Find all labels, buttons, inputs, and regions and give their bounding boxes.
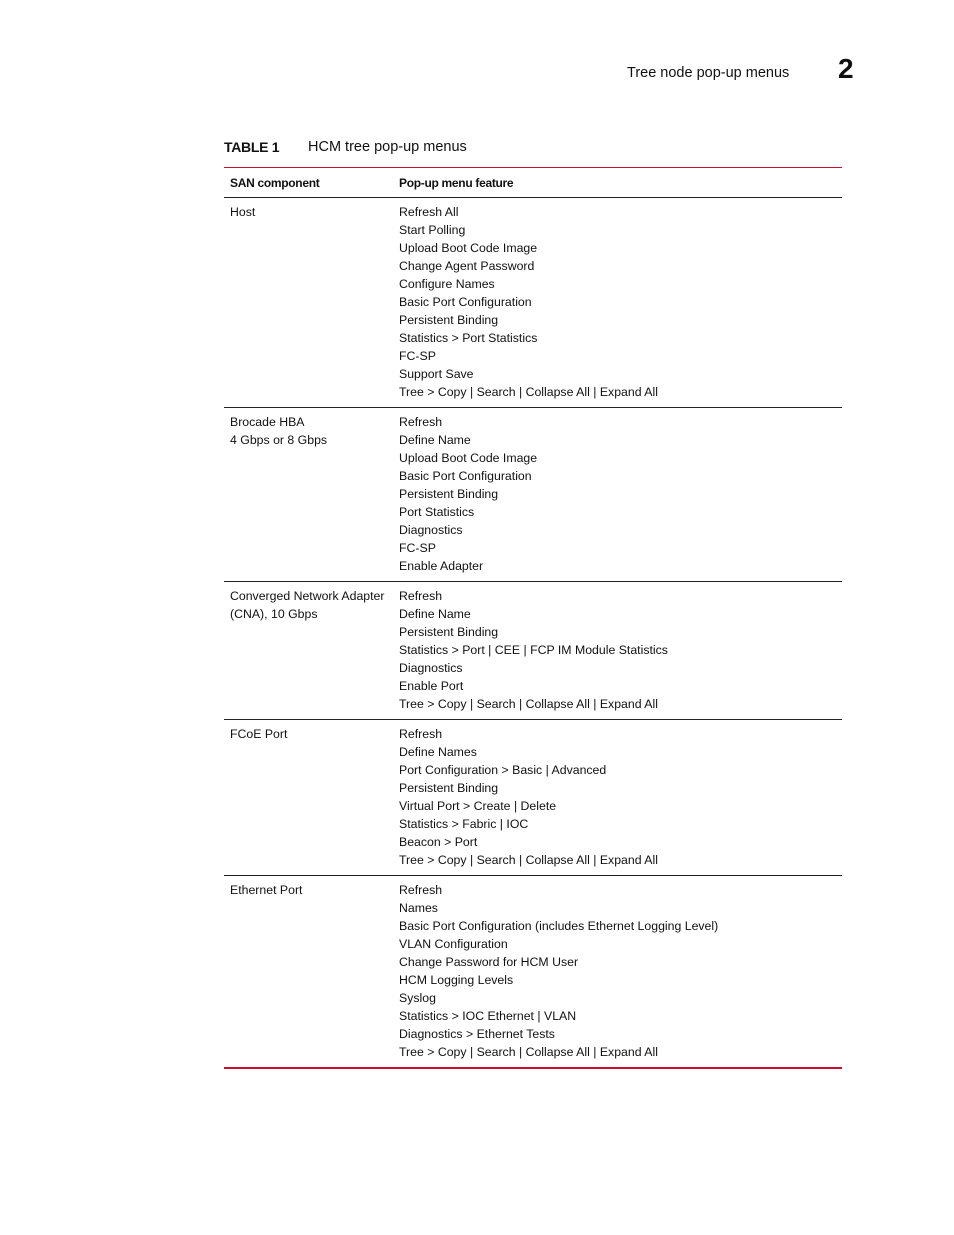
chapter-number: 2 (838, 53, 854, 84)
popup-menu-feature: Tree > Copy | Search | Collapse All | Expand All (399, 853, 658, 867)
san-component-line: Host (230, 205, 256, 219)
popup-menu-feature: Persistent Binding (399, 625, 499, 639)
table-row (224, 582, 842, 720)
popup-menu-feature: Refresh (399, 589, 443, 603)
popup-menu-feature: Refresh (399, 415, 443, 429)
popup-menu-feature: Persistent Binding (399, 313, 499, 327)
popup-menu-feature: Statistics > Fabric | IOC (399, 817, 529, 831)
popup-menu-feature: FC-SP (399, 541, 436, 555)
popup-menu-feature: Port Statistics (399, 505, 475, 519)
popup-menu-feature: Basic Port Configuration (399, 295, 532, 309)
popup-menu-feature: Persistent Binding (399, 781, 499, 795)
san-component-line: FCoE Port (230, 727, 288, 741)
popup-menu-feature: Basic Port Configuration (399, 469, 532, 483)
popup-menu-feature: Upload Boot Code Image (399, 241, 538, 255)
popup-menu-feature: Define Names (399, 745, 477, 759)
table-bottom-rule (224, 1067, 842, 1069)
popup-menu-feature: Port Configuration > Basic | Advanced (399, 763, 607, 777)
table-header-row (224, 168, 842, 198)
running-header-title: Tree node pop-up menus (627, 65, 790, 81)
popup-menu-feature: Enable Port (399, 679, 464, 693)
table-row (224, 408, 842, 582)
popup-menu-feature: Upload Boot Code Image (399, 451, 538, 465)
popup-menu-feature: Beacon > Port (399, 835, 478, 849)
table-caption-label: TABLE 1 (224, 139, 280, 155)
table-caption-title: HCM tree pop-up menus (308, 139, 467, 155)
san-component-line: 4 Gbps or 8 Gbps (230, 433, 328, 447)
popup-feature-cell (392, 725, 842, 869)
popup-menu-feature: Enable Adapter (399, 559, 484, 573)
san-component-cell (224, 203, 392, 401)
san-component-line: Ethernet Port (230, 883, 303, 897)
popup-menu-feature: Change Agent Password (399, 259, 535, 273)
popup-menu-feature: Names (399, 901, 438, 915)
popup-menu-feature: Tree > Copy | Search | Collapse All | Expand All (399, 385, 658, 399)
column-header-popup-feature: Pop-up menu feature (399, 175, 514, 190)
popup-menu-feature: Statistics > IOC Ethernet | VLAN (399, 1009, 577, 1023)
popup-menu-feature: Define Name (399, 433, 471, 447)
popup-menu-feature: HCM Logging Levels (399, 973, 514, 987)
popup-feature-cell (392, 203, 842, 401)
popup-menu-feature: Statistics > Port Statistics (399, 331, 538, 345)
column-header-san-component: SAN component (230, 175, 320, 190)
popup-menu-feature: Diagnostics (399, 661, 463, 675)
san-component-cell (224, 725, 392, 869)
popup-menu-feature: Refresh (399, 727, 443, 741)
san-component-line: Converged Network Adapter (230, 589, 385, 603)
popup-menu-feature: Configure Names (399, 277, 495, 291)
popup-menu-feature: Basic Port Configuration (includes Ethernet Logging Level) (399, 919, 719, 933)
table-row (224, 876, 842, 1067)
popup-menu-feature: Tree > Copy | Search | Collapse All | Expand All (399, 697, 658, 711)
popup-menu-feature: Statistics > Port | CEE | FCP IM Module Statistics (399, 643, 668, 657)
popup-feature-cell (392, 881, 842, 1061)
popup-menu-feature: Tree > Copy | Search | Collapse All | Expand All (399, 1045, 658, 1059)
popup-menu-feature: VLAN Configuration (399, 937, 508, 951)
san-component-cell (224, 881, 392, 1061)
popup-menu-feature: Support Save (399, 367, 474, 381)
popup-menu-feature: Syslog (399, 991, 436, 1005)
table-row (224, 198, 842, 408)
popup-menu-table (224, 167, 842, 1069)
popup-menu-feature: Refresh (399, 883, 443, 897)
popup-menu-feature: Define Name (399, 607, 471, 621)
table-body (224, 198, 842, 1067)
san-component-line: (CNA), 10 Gbps (230, 607, 318, 621)
popup-menu-feature: Refresh All (399, 205, 459, 219)
popup-menu-feature: Diagnostics (399, 523, 463, 537)
san-component-cell (224, 413, 392, 575)
popup-menu-feature: Virtual Port > Create | Delete (399, 799, 557, 813)
popup-feature-cell (392, 587, 842, 713)
popup-feature-cell (392, 413, 842, 575)
san-component-cell (224, 587, 392, 713)
popup-menu-feature: Change Password for HCM User (399, 955, 579, 969)
popup-menu-feature: FC-SP (399, 349, 436, 363)
popup-menu-feature: Diagnostics > Ethernet Tests (399, 1027, 555, 1041)
table-row (224, 720, 842, 876)
popup-menu-feature: Start Polling (399, 223, 466, 237)
san-component-line: Brocade HBA (230, 415, 305, 429)
popup-menu-feature: Persistent Binding (399, 487, 499, 501)
